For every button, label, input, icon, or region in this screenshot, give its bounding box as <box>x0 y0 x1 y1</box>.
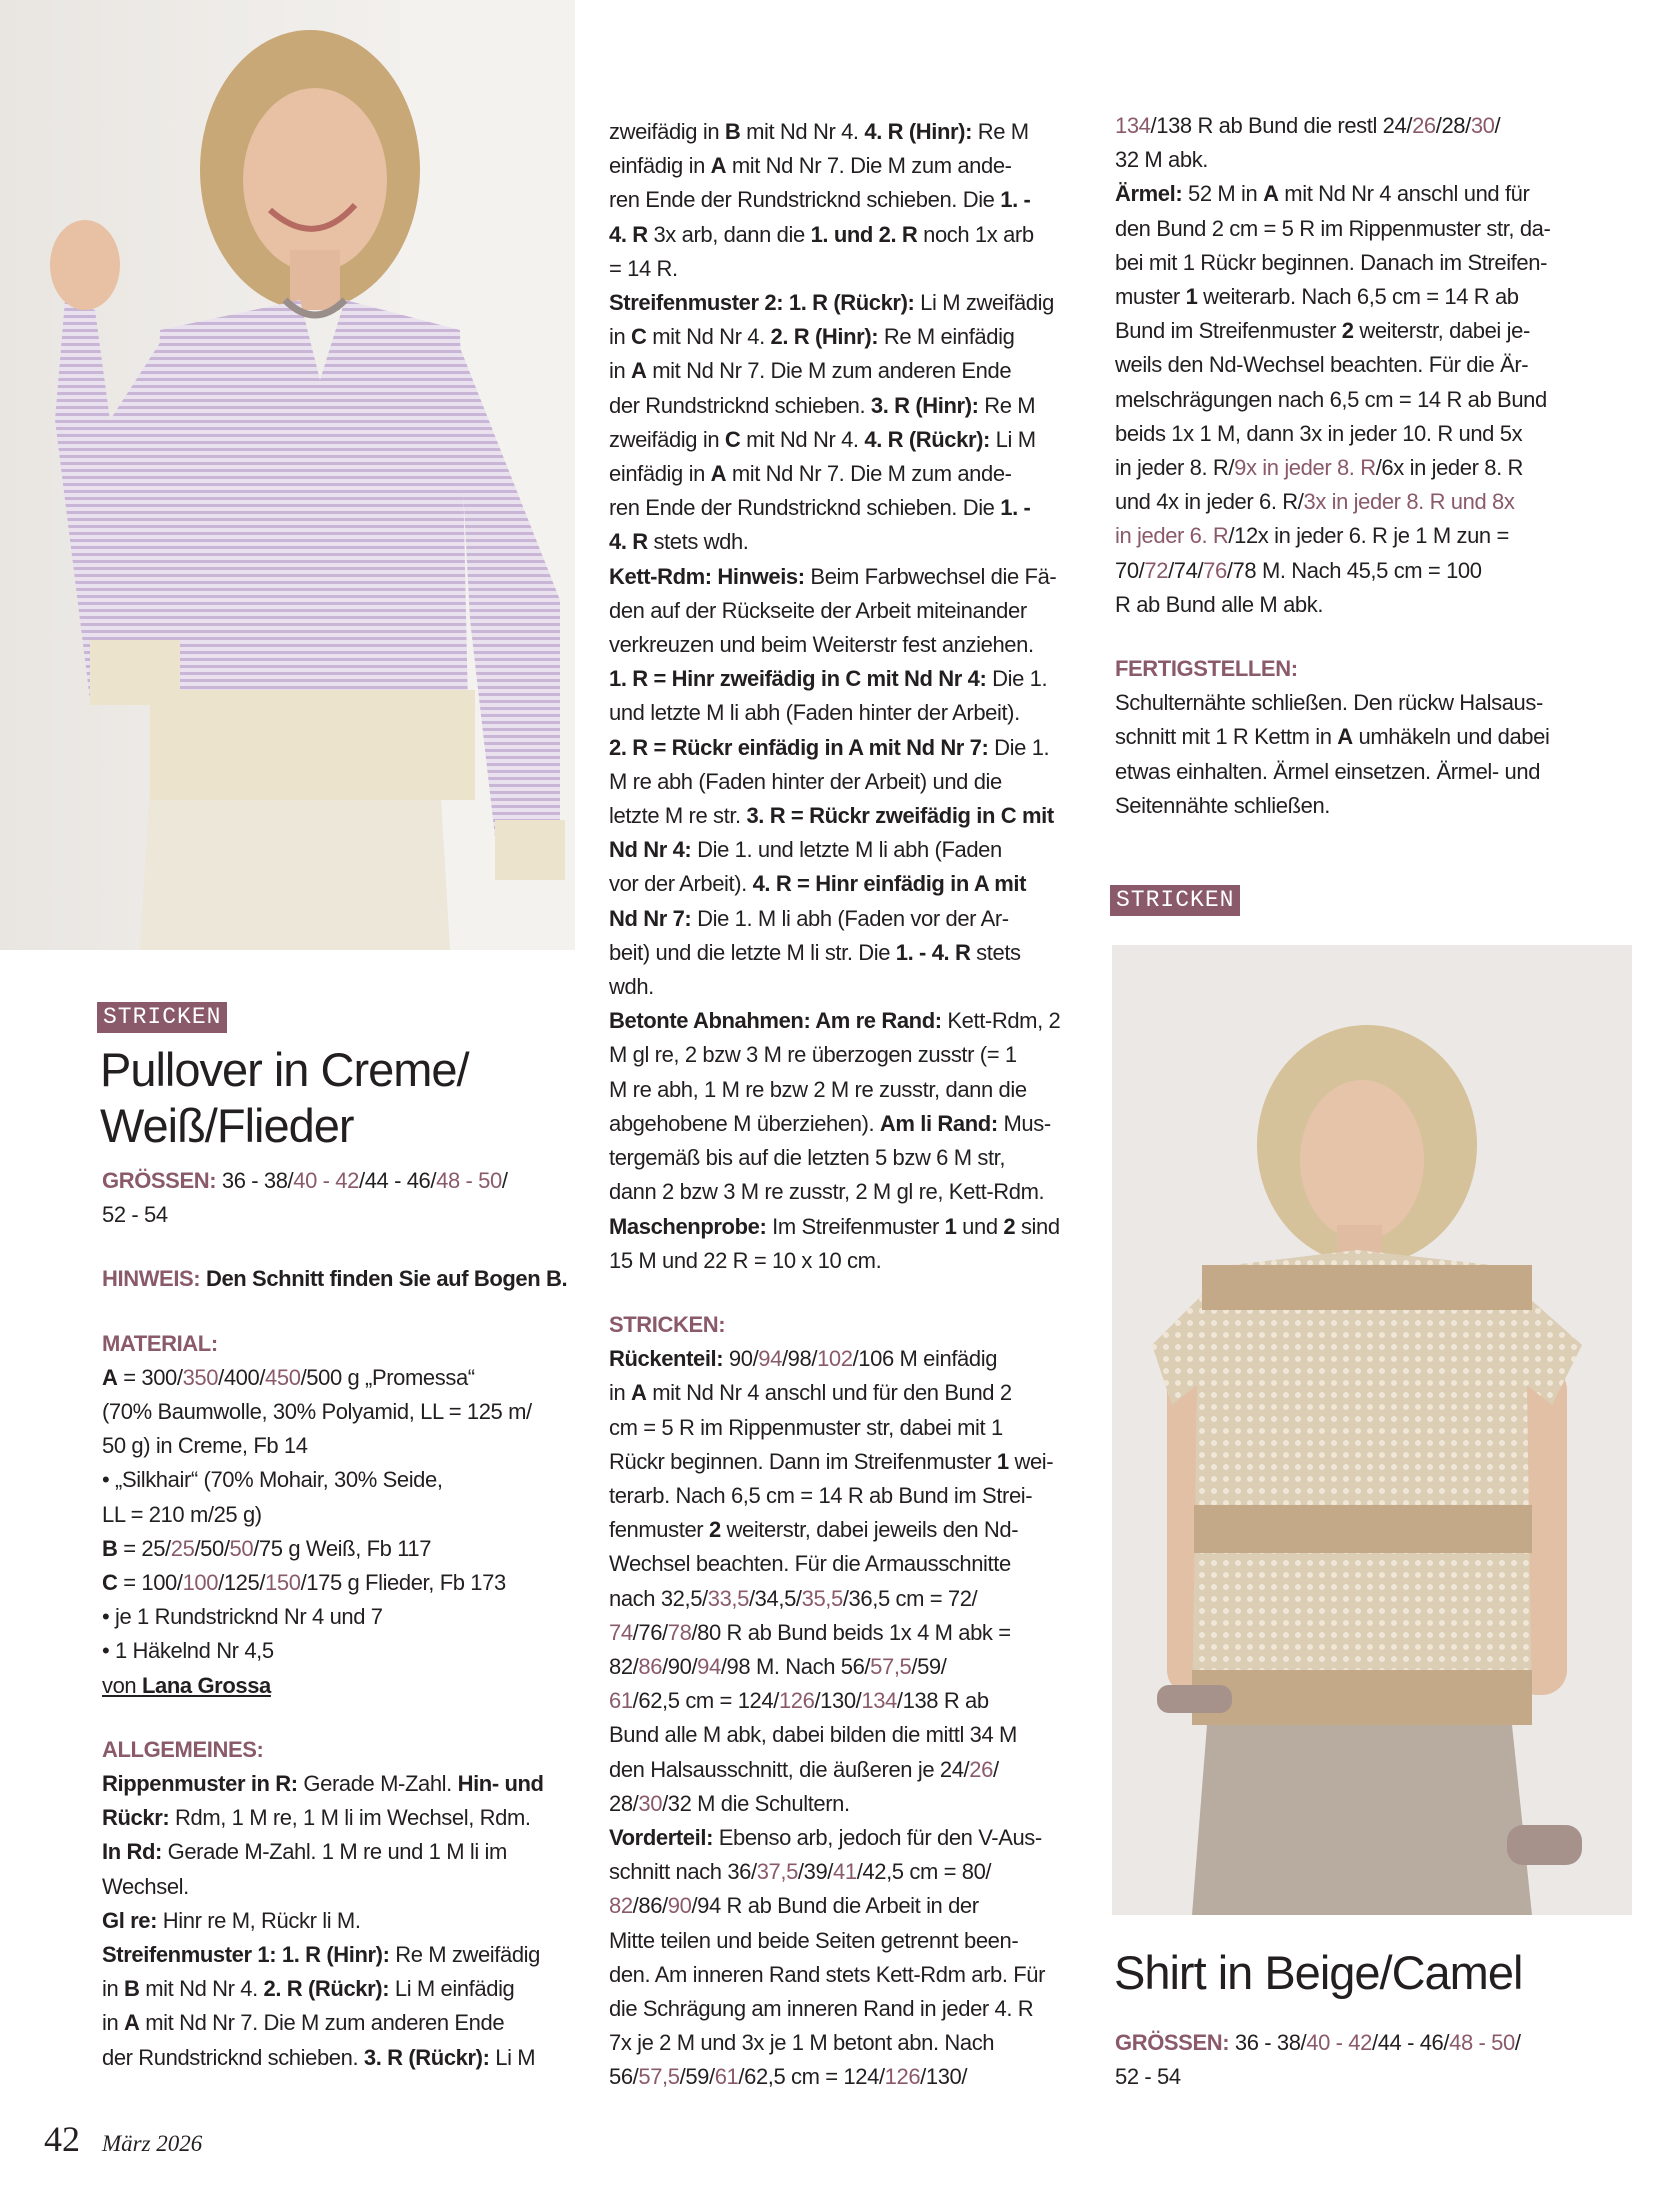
shirt-photo <box>1112 945 1632 1915</box>
issue-date: März 2026 <box>102 2131 203 2156</box>
page-number: 42 <box>44 2119 80 2159</box>
article-title: Pullover in Creme/ Weiß/Flieder <box>100 1043 469 1152</box>
column-2-text: zweifädig in B mit Nd Nr 4. 4. R (Hinr): Re M einfädig in A mit Nd Nr 7. Die M zum ande- ren Ende der Rundstricknd schieben. Die 1. - 4. R 3x arb, dann die 1. und 2. R noch 1x arb = 14 R. Streifenmuster 2: 1. R (Rückr): Li M zweifädig in C mit Nd Nr 4. 2. R (Hinr): Re M einfädig in A mit Nd Nr 7. Die M zum anderen Ende der Rundstricknd schieben. 3. R (Hinr): Re M zweifädig in C mit Nd Nr 4. 4. R (Rückr): Li M einfädig in A mit Nd Nr 7. Die M zum ande- ren Ende der Rundstricknd schieben. Die 1. - 4. R stets wdh. Kett-Rdm: Hinweis: Beim Farbwechsel die Fä- den auf der Rückseite der Arbeit miteinander verkreuzen und beim Weiterstr fest anziehen. 1. R = Hinr zweifädig in C mit Nd Nr 4: Die 1. und letzte M li abh (Faden hinter der Arbeit). 2. R = Rückr einfädig in A mit Nd Nr 7: Die 1. M re abh (Faden hinter der Arbeit) und die letzte M re str. 3. R = Rückr zweifädig in C mit Nd Nr 4: Die 1. und letzte M li abh (Faden vor der Arbeit). 4. R = Hinr einfädig in A mit Nd Nr 7: Die 1. M li abh (Faden vor der Ar- beit) und die letzte M li str. Die 1. - 4. R stets wdh. Betonte Abnahmen: Am re Rand: Kett-Rdm, 2 M gl re, 2 bzw 3 M re überzogen zusstr (= 1 M re abh, 1 M re bzw 2 M re zusstr, dann die abgehobene M überziehen). Am li Rand: Mus- tergemäß bis auf die letzten 5 bzw 6 M str, dann 2 bzw 3 M re zusstr, 2 M gl re, Kett-Rdm. Maschenprobe: Im Streifenmuster 1 und 2 sind 15 M und 22 R = 10 x 10 cm. STRICKEN: Rückenteil: 90/94/98/102/106 M einfädig in A mit Nd Nr 4 anschl und für den Bund 2 cm = 5 R im Rippenmuster str, dabei mit 1 Rückr beginnen. Dann im Streifenmuster 1 wei- terarb. Nach 6,5 cm = 14 R ab Bund im Strei- fenmuster 2 weiterstr, dabei jeweils den Nd- Wechsel beachten. Für die Armausschnitte nach 32,5/33,5/34,5/35,5/36,5 cm = 72/ 74/76/78/80 R ab Bund beids 1x 4 M abk = 82/86/90/94/98 M. Nach 56/57,5/59/ 61/62,5 cm = 124/126/130/134/138 R ab Bund alle M abk, dabei bilden die mittl 34 M den Halsausschnitt, die äußeren je 24/26/ 28/30/32 M die Schultern. Vorderteil: Ebenso arb, jedoch für den V-Aus- schnitt nach 36/37,5/39/41/42,5 cm = 80/ 82/86/90/94 R ab Bund die Arbeit in der Mitte teilen und beide Seiten getrennt been- den. Am inneren Rand stets Kett-Rdm arb. Für die Schrägung am inneren Rand in jeder 4. R 7x je 2 M und 3x je 1 M betont abn. Nach 56/57,5/59/61/62,5 cm = 124/126/130/ <box>609 119 1061 2090</box>
column-3-sizes: GRÖSSEN: 36 - 38/40 - 42/44 - 46/48 - 50/ 52 - 54 <box>1115 2030 1521 2090</box>
column-1-text: GRÖSSEN: 36 - 38/40 - 42/44 - 46/48 - 50/ 52 - 54 HINWEIS: Den Schnitt finden Sie auf Bogen B. MATERIAL: A = 300/350/400/450/500 g „Promessa“ (70% Baumwolle, 30% Polyamid, LL = 125 m/ 50 g) in Creme, Fb 14 • „Silkhair“ (70% Mohair, 30% Seide, LL = 210 m/25 g) B = 25/25/50/50/75 g Weiß, Fb 117 C = 100/100/125/150/175 g Flieder, Fb 173 • je 1 Rundstricknd Nr 4 und 7 • 1 Häkelnd Nr 4,5 von Lana Grossa ALLGEMEINES: Rippenmuster in R: Gerade M-Zahl. Hin- und Rückr: Rdm, 1 M re, 1 M li im Wechsel, Rdm. In Rd: Gerade M-Zahl. 1 M re und 1 M li im Wechsel. Gl re: Hinr re M, Rückr li M. Streifenmuster 1: 1. R (Hinr): Re M zweifädig in B mit Nd Nr 4. 2. R (Rückr): Li M einfädig in A mit Nd Nr 7. Die M zum anderen Ende der Rundstricknd schieben. 3. R (Rückr): Li M <box>102 1168 568 2070</box>
section-tag: STRICKEN <box>1110 885 1240 916</box>
article-title: Shirt in Beige/Camel <box>1114 1946 1523 1999</box>
page-footer <box>44 2118 202 2160</box>
pullover-photo <box>0 0 575 950</box>
column-3-text: 134/138 R ab Bund die restl 24/26/28/30/ 32 M abk. Ärmel: 52 M in A mit Nd Nr 4 anschl und für den Bund 2 cm = 5 R im Rippenmuster str, da- bei mit 1 Rückr beginnen. Danach im Streifen- muster 1 weiterarb. Nach 6,5 cm = 14 R ab Bund im Streifenmuster 2 weiterstr, dabei je- weils den Nd-Wechsel beachten. Für die Är- melschrägungen nach 6,5 cm = 14 R ab Bund beids 1x 1 M, dann 3x in jeder 10. R und 5x in jeder 8. R/9x in jeder 8. R/6x in jeder 8. R und 4x in jeder 6. R/3x in jeder 8. R und 8x in jeder 6. R/12x in jeder 6. R je 1 M zun = 70/72/74/76/78 M. Nach 45,5 cm = 100 R ab Bund alle M abk. FERTIGSTELLEN: Schulternähte schließen. Den rückw Halsaus- schnitt mit 1 R Kettm in A umhäkeln und dabei etwas einhalten. Ärmel einsetzen. Ärmel- und Seitennähte schließen. <box>1115 113 1551 818</box>
section-tag: STRICKEN <box>97 1002 227 1033</box>
